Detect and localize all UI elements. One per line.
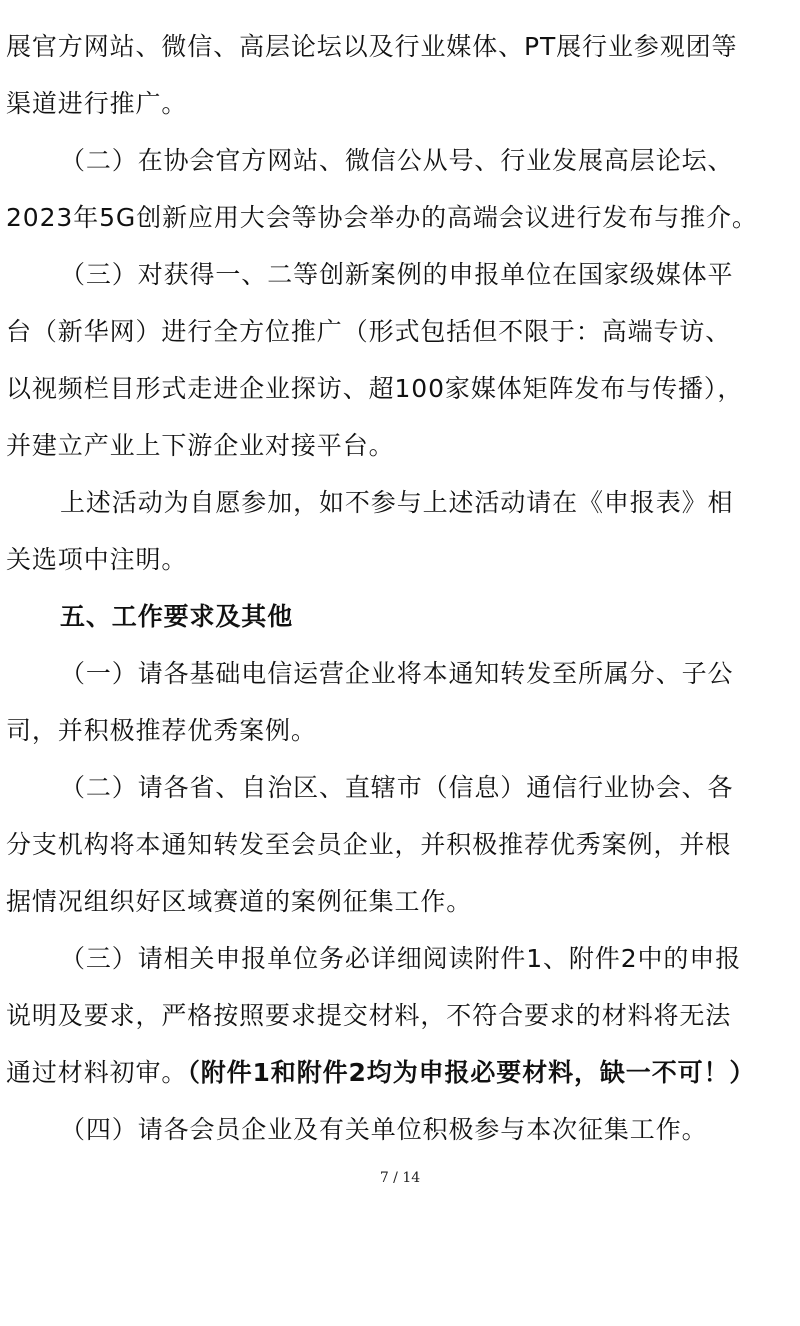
text-line bbox=[6, 1056, 755, 1090]
text-line: 上述活动为自愿参加，如不参与上述活动请在《申报表》相 bbox=[60, 488, 734, 517]
text-line: 渠道进行推广。 bbox=[6, 89, 188, 118]
section-heading: 五、工作要求及其他 bbox=[60, 602, 294, 631]
text-line: 分支机构将本通知转发至会员企业，并积极推荐优秀案例，并根 bbox=[6, 830, 732, 859]
text-line: 2023年5G创新应用大会等协会举办的高端会议进行发布与推介。 bbox=[6, 203, 758, 232]
text-line-plain: 通过材料初审。 bbox=[6, 1058, 188, 1087]
text-line: （三）请相关申报单位务必详细阅读附件1、附件2中的申报 bbox=[60, 944, 742, 973]
page-number: 7 / 14 bbox=[379, 1170, 421, 1186]
text-line: 展官方网站、微信、高层论坛以及行业媒体、PT展行业参观团等 bbox=[6, 32, 738, 61]
text-line: 关选项中注明。 bbox=[6, 545, 188, 574]
text-line: （一）请各基础电信运营企业将本通知转发至所属分、子公 bbox=[60, 659, 734, 688]
text-line: （二）在协会官方网站、微信公从号、行业发展高层论坛、 bbox=[60, 146, 734, 175]
text-line: 台（新华网）进行全方位推广（形式包括但不限于：高端专访、 bbox=[6, 317, 732, 346]
text-line: 司，并积极推荐优秀案例。 bbox=[6, 716, 317, 745]
text-line: 据情况组织好区域赛道的案例征集工作。 bbox=[6, 887, 473, 916]
text-line: 并建立产业上下游企业对接平台。 bbox=[6, 431, 395, 460]
text-line: （二）请各省、自治区、直辖市（信息）通信行业协会、各 bbox=[60, 773, 734, 802]
text-line: （三）对获得一、二等创新案例的申报单位在国家级媒体平 bbox=[60, 260, 734, 289]
emphasis-text: （附件1和附件2均为申报必要材料，缺一不可！） bbox=[187, 1058, 756, 1087]
text-line: （四）请各会员企业及有关单位积极参与本次征集工作。 bbox=[60, 1115, 708, 1144]
text-line: 说明及要求，严格按照要求提交材料，不符合要求的材料将无法 bbox=[6, 1001, 732, 1030]
text-line: 以视频栏目形式走进企业探访、超100家媒体矩阵发布与传播）， bbox=[6, 374, 744, 403]
